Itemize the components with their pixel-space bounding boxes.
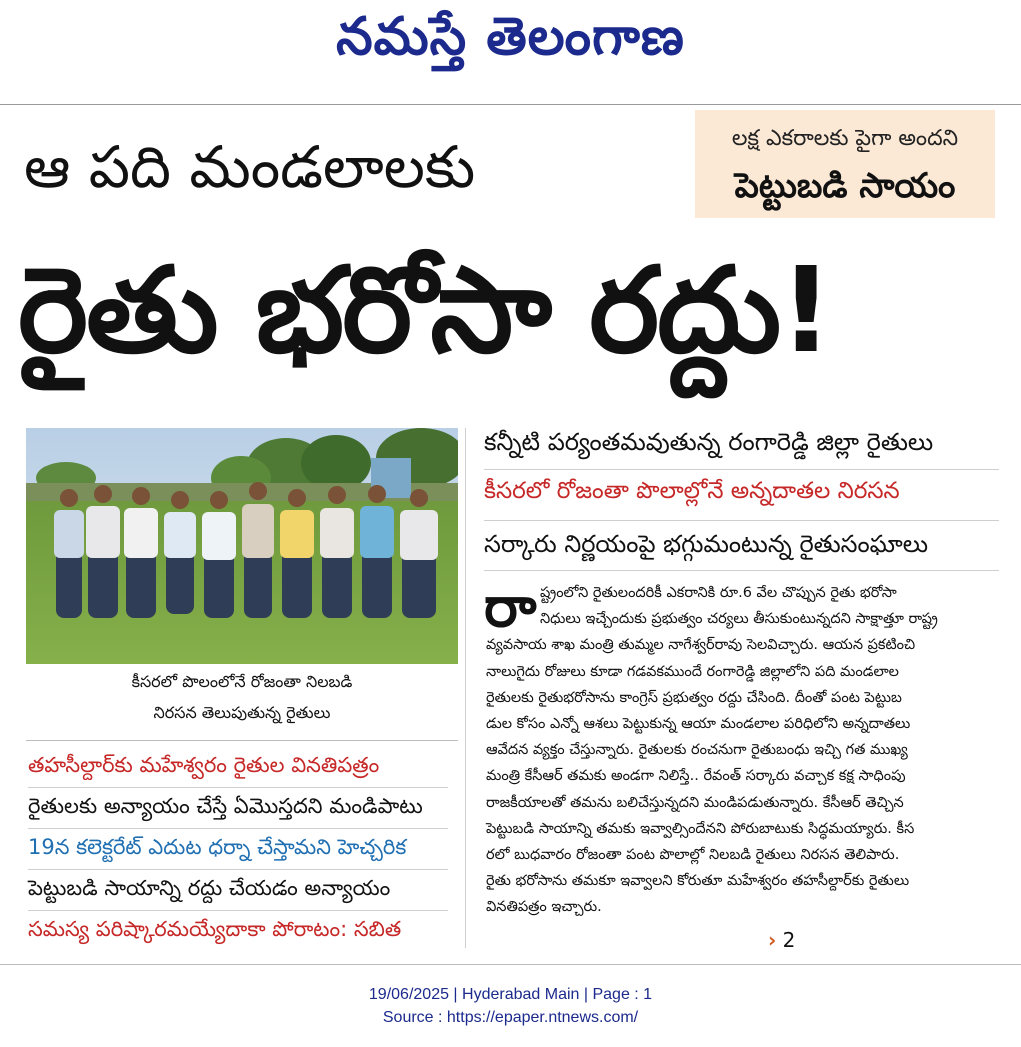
article-body-line: నిధులు ఇచ్చేందుకు ప్రభుత్వం చర్యలు తీసుకుంటున్నదని సాక్షాత్తూ రాష్ట్ర bbox=[540, 611, 938, 628]
newspaper-logo: నమస్తే తెలంగాణ bbox=[336, 6, 685, 67]
subhead-3: సర్కారు నిర్ణయంపై భగ్గుమంటున్న రైతుసంఘాలు bbox=[484, 530, 929, 558]
article-body-line: వ్యవసాయ శాఖ మంత్రి తుమ్మల నాగేశ్వర్‌రావు సెలవిచ్చారు. ఆయన ప్రకటించి bbox=[486, 637, 916, 654]
headline: రైతు భరోసా రద్దు! bbox=[18, 241, 832, 379]
chevron-right-icon: › bbox=[768, 928, 777, 952]
story-kicker: ఆ పది మండలాలకు bbox=[24, 133, 476, 201]
footer-divider bbox=[0, 964, 1021, 965]
masthead-divider bbox=[0, 104, 1021, 105]
drop-cap: రా bbox=[484, 575, 537, 640]
highlight-box-line2: పెట్టుబడి సాయం bbox=[734, 166, 956, 206]
column-divider bbox=[465, 428, 466, 948]
side-highlight-item: 19న కలెక్టరేట్ ఎదుట ధర్నా చేస్తామని హెచ్చరిక bbox=[28, 835, 407, 859]
article-body-line: పెట్టుబడి సాయాన్ని తమకు ఇవ్వాల్సిందేనని పోరుబాటుకు సిద్ధమయ్యారు. కీస bbox=[486, 820, 915, 837]
side-highlight-divider bbox=[28, 910, 448, 911]
subhead-divider bbox=[484, 520, 999, 521]
edition-info: 19/06/2025 | Hyderabad Main | Page : 1 bbox=[368, 986, 653, 1003]
highlight-box-line1: లక్ష ఎకరాలకు పైగా అందని bbox=[731, 126, 959, 151]
continued-on-page[interactable] bbox=[768, 928, 795, 952]
article-body-line: రైతులకు రైతుభరోసాను కాంగ్రెస్ ప్రభుత్వం రద్దు చేసింది. దీంతో పంట పెట్టుబ bbox=[486, 689, 902, 706]
photo-caption-line1: కీసరలో పొలంలోనే రోజంతా నిలబడి bbox=[131, 672, 353, 691]
source-link[interactable]: Source : https://epaper.ntnews.com/ bbox=[382, 1009, 639, 1026]
article-body-line: రైతు భరోసాను తమకూ ఇవ్వాలని కోరుతూ మహేశ్వరం తహసీల్దార్‌కు రైతులు bbox=[486, 873, 910, 890]
article-body-line: రలో బుధవారం రోజంతా పంట పొలాల్లో నిలబడి రైతులు నిరసన తెలిపారు. bbox=[486, 847, 900, 863]
side-highlight-divider bbox=[28, 828, 448, 829]
side-highlight-divider bbox=[28, 787, 448, 788]
side-highlight-item: రైతులకు అన్యాయం చేస్తే ఏమొస్తదని మండిపాటు bbox=[28, 794, 423, 818]
photo-caption-line2: నిరసన తెలుపుతున్న రైతులు bbox=[153, 703, 331, 722]
article-body-line: నాలుగైదు రోజులు కూడా గడవకముందే రంగారెడ్డి జిల్లాలోని పది మండలాల bbox=[486, 663, 899, 680]
article-body-line: వినతిపత్రం ఇచ్చారు. bbox=[486, 899, 602, 916]
highlight-box bbox=[695, 110, 995, 218]
caption-divider bbox=[26, 740, 458, 741]
article-body-line: డుల కోసం ఎన్నో ఆశలు పెట్టుకున్న ఆయా మండలాల పరిధిలోని అన్నదాతలు bbox=[486, 716, 911, 732]
article-body-line: రాజకీయాలతో తమను బలిచేస్తున్నదని మండిపడుతున్నారు. కేసీఆర్ తెచ్చిన bbox=[486, 794, 904, 811]
article-body-line: ష్ట్రంలోని రైతులందరికీ ఎకరానికి రూ.6 వేల చొప్పున రైతు భరోసా bbox=[540, 585, 897, 601]
side-highlight-item: తహసీల్దార్‌కు మహేశ్వరం రైతుల వినతిపత్రం bbox=[28, 753, 380, 777]
side-highlight-item: పెట్టుబడి సాయాన్ని రద్దు చేయడం అన్యాయం bbox=[28, 876, 391, 900]
article-body-line: ఆవేదన వ్యక్తం చేస్తున్నారు. రైతులకు రంచనుగా రైతుబంధు ఇచ్చి గత ముఖ్య bbox=[486, 742, 908, 759]
subhead-2: కీసరలో రోజంతా పొలాల్లోనే అన్నదాతల నిరసన bbox=[484, 478, 900, 504]
subhead-divider bbox=[484, 570, 999, 571]
news-photo bbox=[26, 428, 458, 664]
subhead-1: కన్నీటి పర్యంతమవుతున్న రంగారెడ్డి జిల్లా రైతులు bbox=[484, 428, 934, 456]
masthead bbox=[0, 0, 1021, 104]
side-highlight-divider bbox=[28, 869, 448, 870]
article-body-line: మంత్రి కేసీఆర్ తమకు అండగా నిలిస్తే.. రేవంత్ సర్కారు వచ్చాక కక్ష సాధింపు bbox=[486, 768, 906, 785]
subhead-divider bbox=[484, 469, 999, 470]
jump-page-number: 2 bbox=[782, 928, 796, 952]
side-highlight-item: సమస్య పరిష్కారమయ్యేదాకా పోరాటం: సబిత bbox=[28, 917, 402, 941]
